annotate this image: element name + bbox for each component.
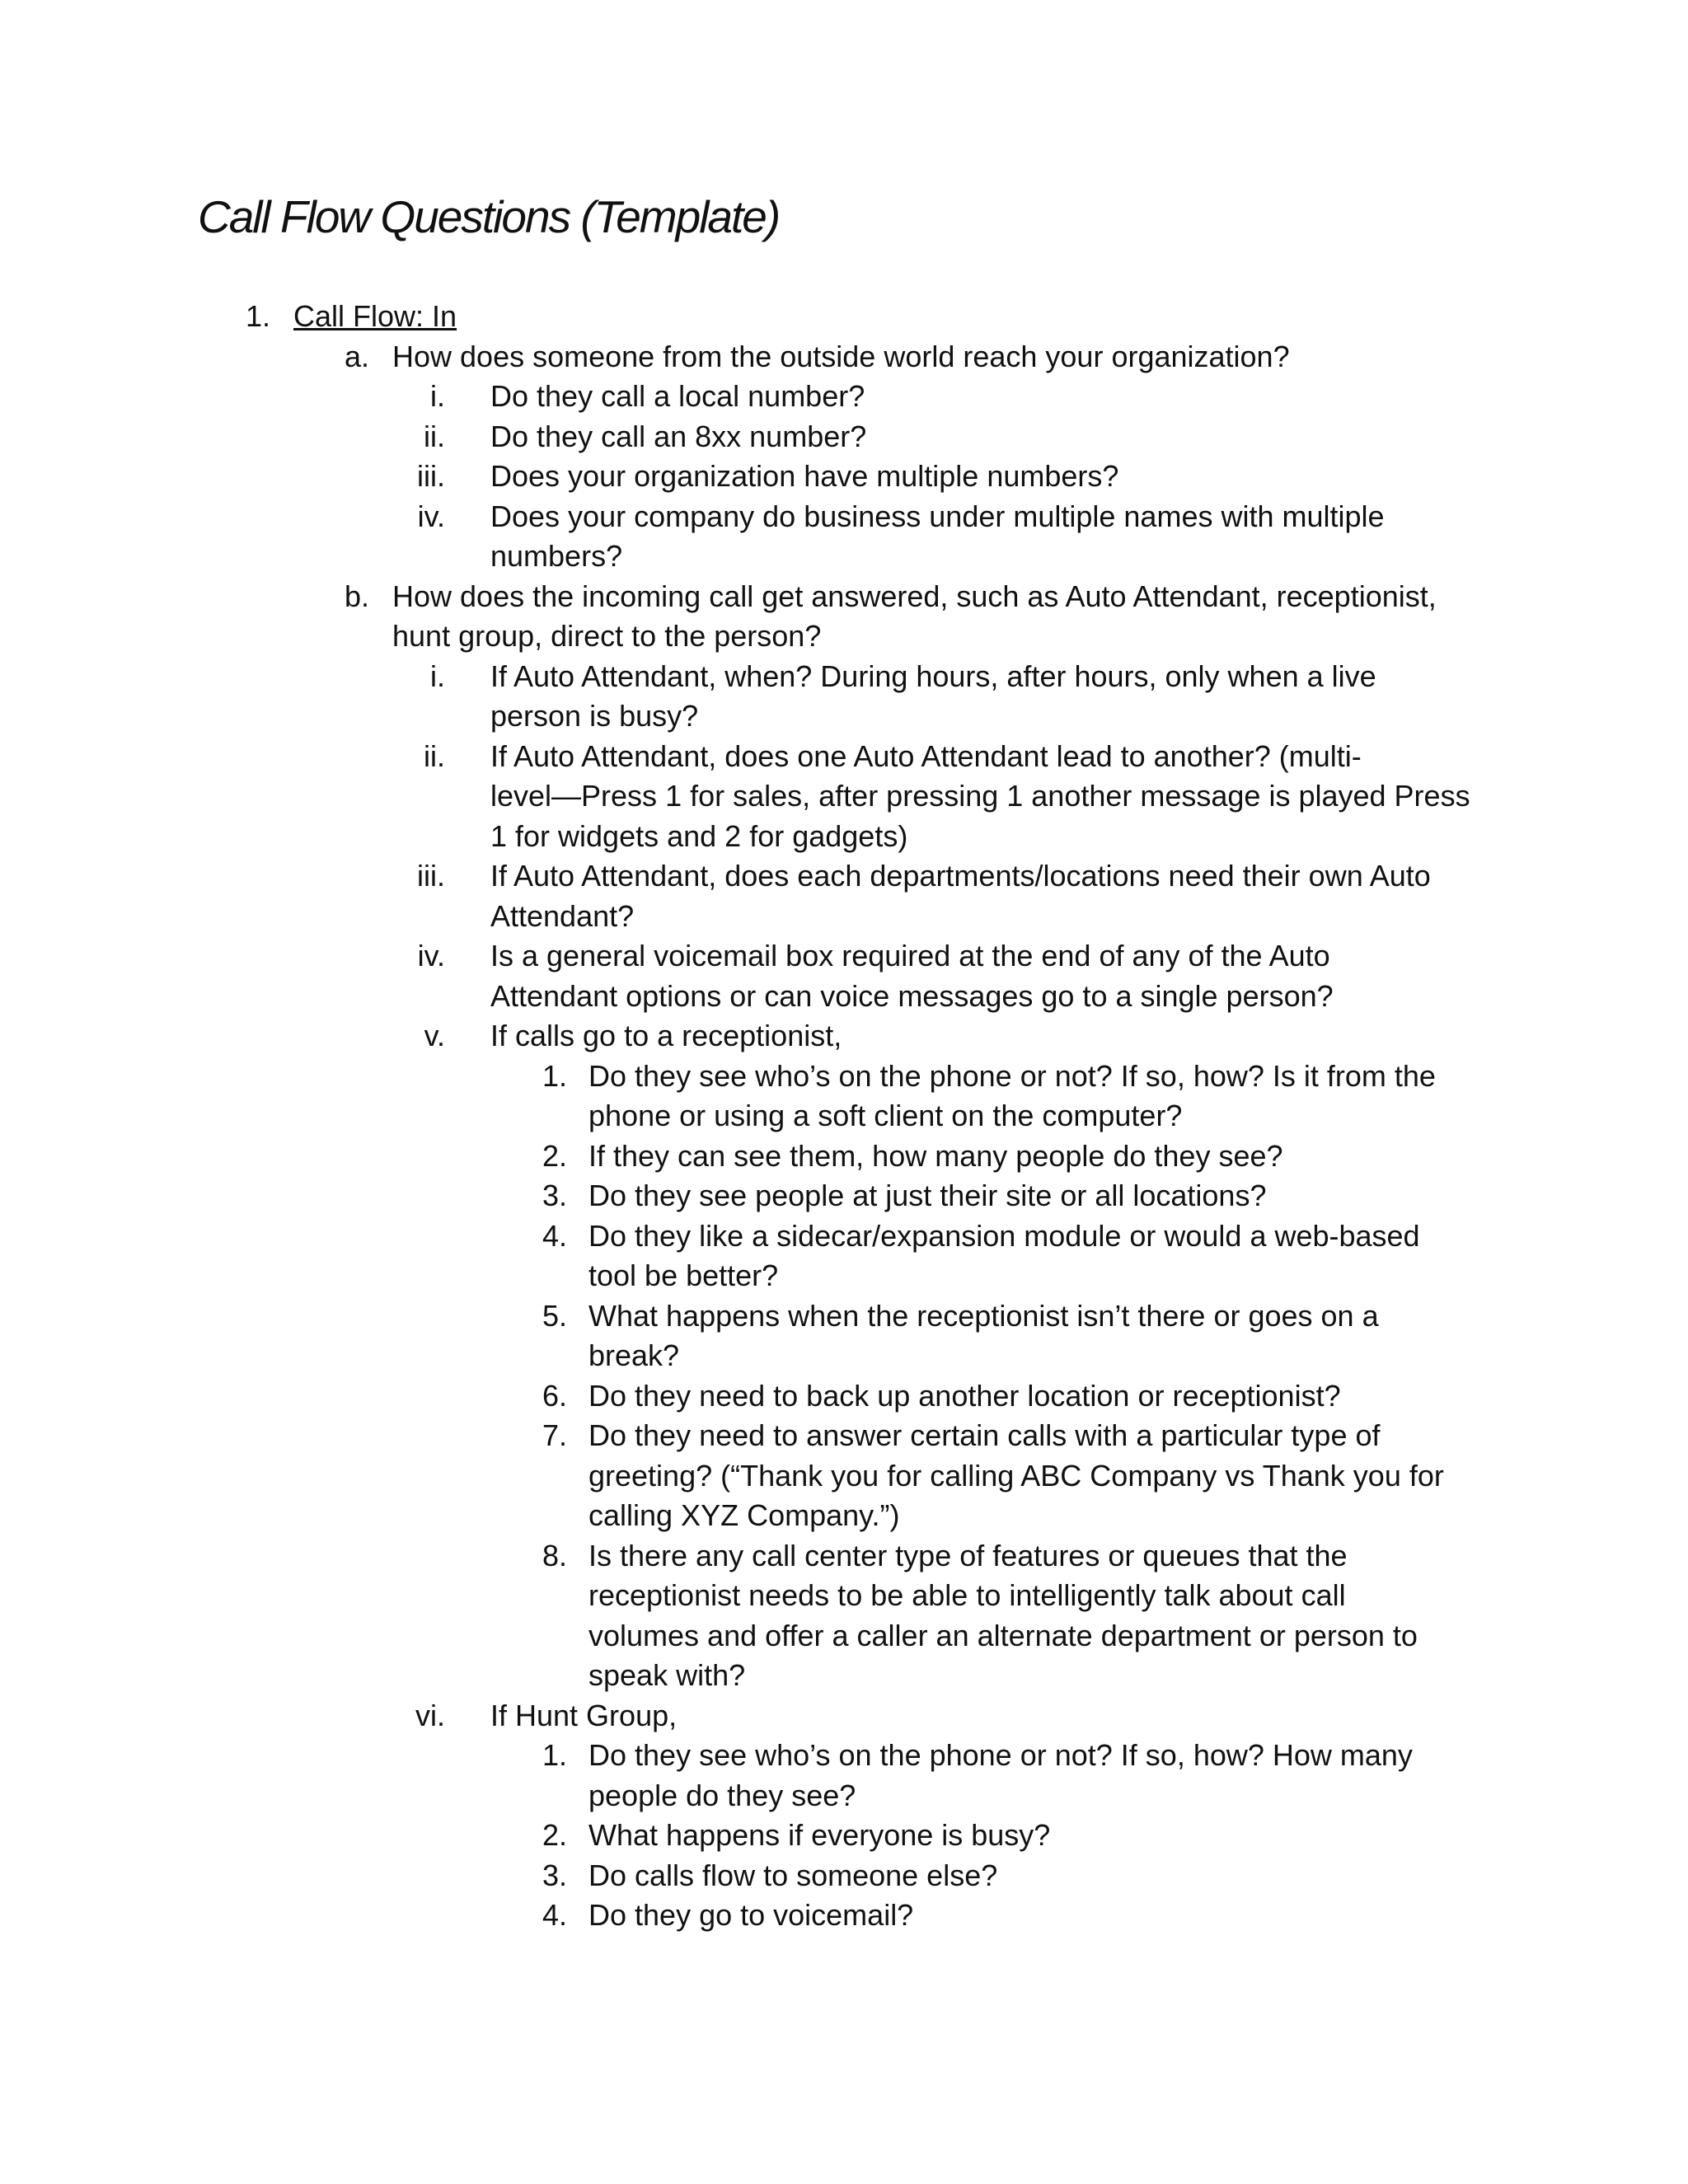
receptionist-question-text: phone or using a soft client on the computer? [588,1099,1183,1132]
receptionist-question-text: If they can see them, how many people do they see? [588,1138,1283,1173]
hunt-group-question-text: Do calls flow to someone else? [588,1858,998,1892]
hunt-group-question-text: people do they see? [588,1778,856,1812]
question-b-text: How does the incoming call get answered, such as Auto Attendant, receptionist, [392,579,1437,613]
receptionist-question-text: calling XYZ Company.”) [588,1498,900,1532]
receptionist-question-text: volumes and offer a caller an alternate department or person to [588,1618,1418,1652]
receptionist-question-text: Do they need to answer certain calls with a particular type of [588,1418,1381,1452]
receptionist-question-text: break? [588,1338,680,1372]
hunt-group-question-text: Do they see who’s on the phone or not? If so, how? How many [588,1738,1413,1772]
receptionist-question-text: receptionist needs to be able to intelligently talk about call [588,1578,1346,1612]
question-b-item-text: If Auto Attendant, does one Auto Attendant lead to another? (multi- [490,738,1362,773]
question-b-item-text: person is busy? [490,699,699,733]
question-b-marker: b. [344,579,369,613]
question-a-item-text: Do they call a local number? [490,379,865,413]
receptionist-question-text: Do they like a sidecar/expansion module or would a web-based [588,1218,1420,1253]
question-a-text: How does someone from the outside world reach your organization? [392,339,1290,373]
question-a-item-text: numbers? [490,539,623,573]
question-b-item-marker: i. [430,658,445,693]
hunt-group-question-marker: 1. [542,1738,567,1772]
hunt-group-item-marker: vi. [415,1698,445,1732]
section-heading-text: Call Flow: In [293,299,457,333]
receptionist-question-marker: 1. [542,1058,567,1093]
question-b-item-marker: v. [424,1019,445,1052]
receptionist-question-text: What happens when the receptionist isn’t there or goes on a [588,1298,1379,1333]
receptionist-question-text: speak with? [588,1658,746,1692]
question-b-item-text: Attendant options or can voice messages go to a single person? [490,978,1334,1013]
question-b-item-text: Attendant? [490,898,635,933]
receptionist-question-text: Do they see people at just their site or all locations? [588,1179,1267,1212]
receptionist-question-marker: 6. [542,1378,567,1413]
receptionist-question-marker: 8. [542,1538,567,1572]
question-a-item-text: Do they call an 8xx number? [490,419,867,453]
question-a-item-marker: iii. [417,459,445,493]
receptionist-question-marker: 4. [542,1218,567,1253]
question-a-item-text: Does your company do business under multiple names with multiple [490,499,1385,533]
section-heading-marker: 1. [245,299,270,333]
question-b-item-text: If Auto Attendant, does each departments/locations need their own Auto [490,859,1431,893]
receptionist-question-text: greeting? (“Thank you for calling ABC Company vs Thank you for [588,1458,1444,1493]
document-title: Call Flow Questions (Template) [198,191,780,242]
hunt-group-item-text: If Hunt Group, [490,1698,678,1732]
question-a-item-text: Does your organization have multiple numbers? [490,459,1119,493]
hunt-group-question-marker: 4. [542,1898,567,1932]
question-b-text: hunt group, direct to the person? [392,619,822,653]
question-a-item-marker: i. [430,379,445,413]
question-b-item-text: If Auto Attendant, when? During hours, after hours, only when a live [490,658,1376,693]
receptionist-question-marker: 5. [542,1298,567,1333]
receptionist-question-text: Do they see who’s on the phone or not? If so, how? Is it from the [588,1058,1436,1093]
question-a-marker: a. [344,339,369,373]
question-b-item-text: 1 for widgets and 2 for gadgets) [490,818,908,853]
question-a-item-marker: iv. [417,499,445,533]
question-a-item-marker: ii. [424,419,445,453]
receptionist-question-text: Is there any call center type of features or queues that the [588,1538,1348,1572]
question-b-item-text: level—Press 1 for sales, after pressing 1 another message is played Press [490,779,1470,813]
receptionist-question-text: Do they need to back up another location or receptionist? [588,1378,1341,1413]
hunt-group-question-text: Do they go to voicemail? [588,1898,914,1932]
question-b-item-marker: iii. [417,859,445,893]
hunt-group-question-text: What happens if everyone is busy? [588,1818,1051,1852]
receptionist-question-text: tool be better? [588,1258,779,1292]
hunt-group-question-marker: 3. [542,1858,567,1892]
question-b-item-marker: ii. [424,738,445,773]
question-b-item-text: Is a general voicemail box required at the end of any of the Auto [490,939,1330,972]
receptionist-question-marker: 3. [542,1179,567,1212]
receptionist-question-marker: 7. [542,1418,567,1452]
receptionist-question-marker: 2. [542,1138,567,1173]
hunt-group-question-marker: 2. [542,1818,567,1852]
question-b-item-text: If calls go to a receptionist, [490,1019,842,1052]
question-b-item-marker: iv. [417,939,445,972]
